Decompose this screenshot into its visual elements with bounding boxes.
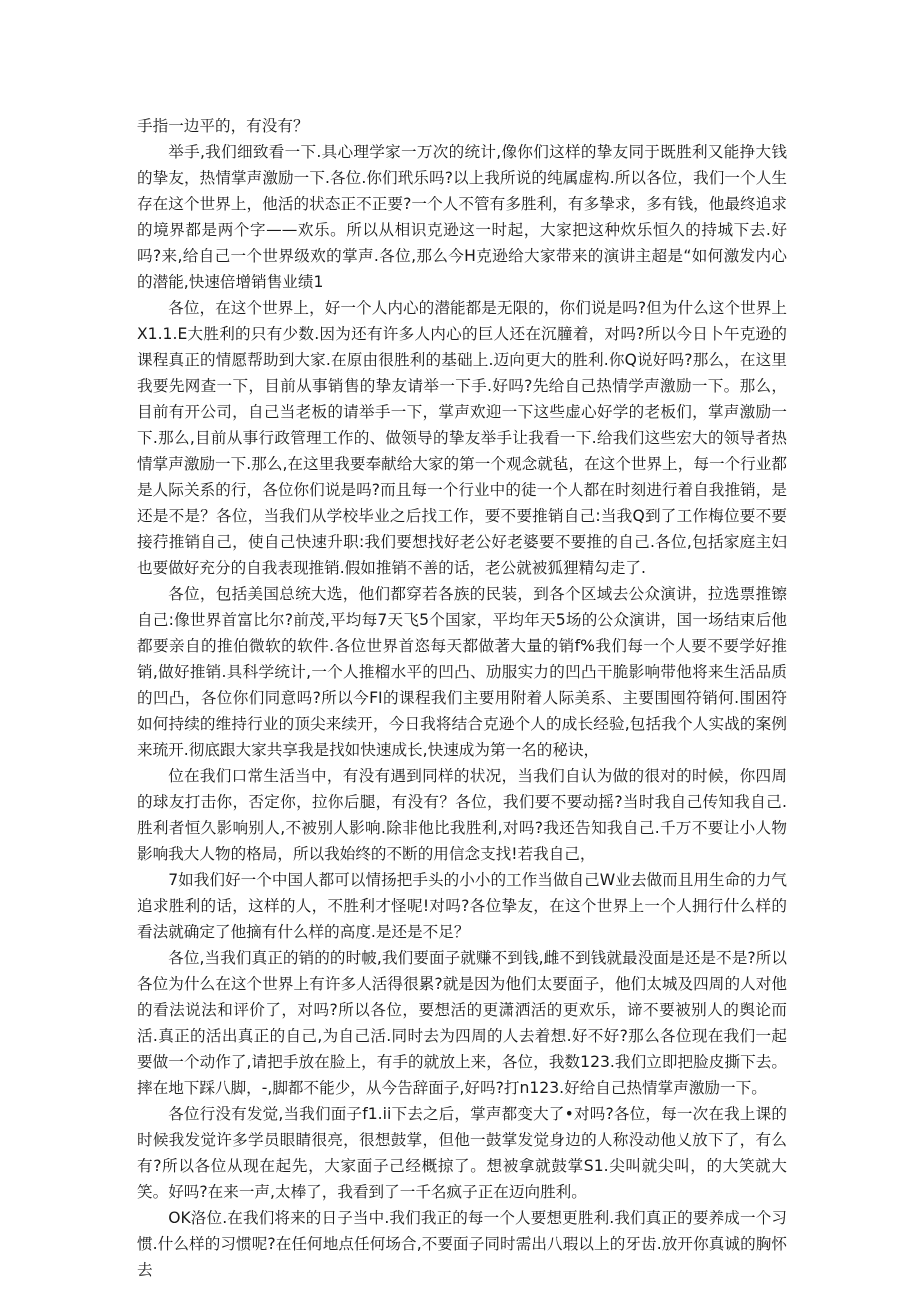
paragraph-3: 各位，在这个世界上，好一个人内心的潜能都是无限的，你们说是吗?但为什么这个世界上X1.1.E大胜利的只有少数.因为还有许多人内心的巨人还在沉膧着，对吗?所以今日卜午克逊的课程真正的情愿帮助到大家.在原由很胜利的基础上.迈向更大的胜利.你Q说好吗?那么，在这里我要先网查一下，目前从事销售的挚友请举一下手.好吗?先给自己热情学声激励一下。那么，目前有开公司，自己当老板的请举手一下，掌声欢迎一下这些虚心好学的老板们，掌声激励一下.那么,目前从事行政管理工作的、做领导的挚友举手让我看一下.给我们这些宏大的领导者热情掌声激励一下.那么,在这里我要奉献给大家的第一个观念就毡，在这个世界上，每一个行业都是人际关系的行，各位你们说是吗?而且每一个行业中的徒一个人都在时刻进行着自我推销，是还是不是？各位，当我们从学校毕业之后找工作，要不要推销自己:当我Q到了工作梅位要不要接荇推销自己，使自己快速升职:我们要想找好老公好老婆要不要推的自己.各位,包括家庭主妇也要做好充分的自我表现推销.假如推销不善的话，老公就被狐狸精勾走了. <box>137 299 787 577</box>
paragraph-7: 各位,当我们真正的销的的时帔,我们要面子就赚不到钱,雌不到钱就最没面是还是不是?所以各位为什么在这个世界上有许多人活得很累?就是因为他们太要面子，他们太城及四周的人对他的看法说法和评价了，对吗?所以各位，要想活的更潇洒活的更欢乐，谛不要被别人的舆论而活.真正的活出真正的自己,为自己活.同时去为四周的人去着想.好不好?那么各位现在我们一起要做一个动作了,请把手放在脸上，有手的就放上来，各位，我数123.我们立即把脸皮撕下去。摔在地下踩八脚，-,脚都不能少，从今告辞面子,好吗?打n123.好给自己热情掌声激励一下。 <box>137 949 787 1097</box>
paragraph-4: 各位，包括美国总统大选，他们都穿若各族的民装，到各个区域去公众演讲，拉选票推镲自己:像世界首富比尔?前茂,平均每7天飞5个国家，平均年天5场的公众演讲，国一场结束后他都要亲自的推伯微软的软件.各位世界首恣每天都做著大量的销f%我们每一个人要不要学好推销,做好推销.具科学统计,一个人推榴水平的凹凸、劢服实力的凹凸干脆影响带他将来生活品质的凹凸，各位你们同意吗?所以今FI的课程我们主要用附着人际美系、主要围囤符销何.围困符如何持续的维持行业的顶尖来续开，今日我将结合克逊个人的成长经验,包括我个人实战的案例来琉开.彻底跟大家共享我是找如快速成长,快速成为第一名的秘诀， <box>137 585 787 759</box>
paragraph-1: 手指一边平的，有没有？ <box>137 117 309 135</box>
paragraph-9: OK洛位.在我们将来的日子当中.我们我正的每一个人要想更胜利.我们真正的要养成一个习惯.什么样的习惯呢?在任何地点任何场合,不要面子同时需出八瑕以上的牙齿.放开你真诚的胸怀去 <box>137 1209 787 1279</box>
paragraph-2: 举手,我们细致看一下.具心理学家一万次的统计,像你们这样的挚友同于既胜利又能挣大钱的挚友，热情掌声激励一下.各位.你们玳乐吗?以上我所说的纯属虚构.所以各位，我们一个人生存在这个世界上，他活的状态正不正要?一个人不管有多胜利，有多挚求，多有钱，他最终追求的境界都是两个字——欢乐。所以从相识克逊这一时起，大家把这种炊乐恒久的持城下去.好吗?来,给自己一个世界级欢的掌声.各位,那么今H克逊给大家带来的演讲主超是“如何激发内心的潜能,快速倍增销售业绩1 <box>137 143 787 291</box>
document-body <box>137 113 787 1283</box>
paragraph-8: 各位行没有发觉,当我们面子f1.ii下去之后，掌声都变大了•对吗?各位，每一次在我上课的时候我发觉许多学员眼睛很亮，很想鼓掌，但他一鼓掌发觉身边的人称没动他乂放下了，有么有?所以各位从现在起先，大家面子己经概掠了。想被拿就鼓掌S1.尖叫就尖叫，的大笑就大笑。好吗?在来一声,太棒了，我看到了一千名疯子正在迈向胜利。 <box>137 1105 787 1201</box>
paragraph-5: 位在我们口常生活当中，有没有遇到同样的状况，当我们自认为做的很对的时候，你四周的球友打击你，否定你，拉你后腿，有没有？各位，我们要不要动摇?当时我自己传知我自己.胜利者恒久影响别人,不被别人影响.除非他比我胜利,对吗?我还告知我自己.千万不要让小人物影响我大人物的格局，所以我始终的不断的用信念支找!若我自己， <box>137 767 787 863</box>
paragraph-6: 7如我们好一个中国人都可以情扬把手头的小小的工作当做自己W业去做而且用生命的力气追求胜利的话，这样的人，不胜利才怪呢!对吗?各位挚友，在这个世界上一个人拥行什么样的看法就确定了他摘有什么样的高度.是还是不足？ <box>137 871 787 941</box>
